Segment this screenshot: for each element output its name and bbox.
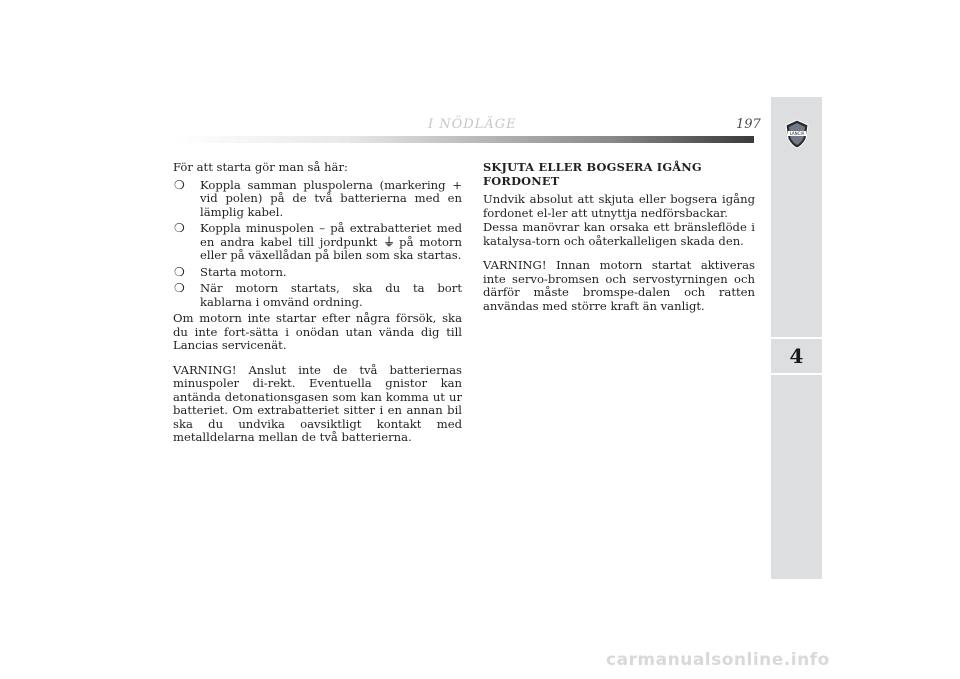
intro-text: För att starta gör man så här: — [173, 160, 348, 174]
section-title: I NÖDLÄGE — [428, 117, 517, 132]
list-item-text: När motorn startats, ska du ta bort kablarna i omvänd ordning. — [200, 281, 462, 309]
list-item — [173, 222, 462, 263]
bullet-icon: ❍ — [174, 264, 185, 279]
bullet-icon: ❍ — [174, 221, 185, 235]
list-item-text: Koppla samman pluspolerna (markering + vid polen) på de två batterierna med en lämplig kabel. — [200, 177, 462, 219]
logo-text: LANCIA — [789, 131, 805, 136]
lancia-logo — [784, 119, 810, 149]
chapter-number: 4 — [789, 344, 804, 368]
list-item-text-cont: på motorn eller på växellådan på bilen som ska startas. — [200, 234, 463, 262]
page-number: 197 — [736, 117, 761, 132]
bullet-icon: ❍ — [174, 281, 185, 295]
push-start-paragraph: Undvik absolut att skjuta eller bogsera igång fordonet el-ler att utnyttja nedförsbackar. — [483, 192, 755, 220]
retry-paragraph: Om motorn inte startar efter några försök, ska du inte fort-sätta i onödan utan vända dig till Lancias servicenät. — [173, 311, 462, 352]
list-item-text: Koppla minuspolen – på extrabatteriet med en andra kabel till jordpunkt — [200, 221, 462, 249]
warning-paragraph: VARNING! Anslut inte de två batteriernas minuspoler di-rekt. Eventuella gnistor kan antända detonationsgasen som kan komma ut ur batteriet. Om extrabatteriet sitter i en annan bil ska du undvika oavsiktligt kontakt med metalldelarna mellan de två batterierna. — [173, 362, 462, 444]
instruction-list — [173, 179, 462, 310]
ground-point-icon: ⏚ — [383, 234, 395, 249]
catalyst-paragraph: Dessa manövrar kan orsaka ett bränsleflöde i katalysa-torn och oåterkalleligen skada den. — [483, 220, 755, 248]
section-heading: SKJUTA ELLER BOGSERA IGÅNG FORDONET — [483, 160, 702, 188]
list-item-text: Starta motorn. — [200, 264, 287, 279]
left-column — [173, 161, 462, 446]
list-item — [173, 179, 462, 220]
servo-warning-paragraph: VARNING! Innan motorn startat aktiveras inte servo-bromsen och servostyrningen och därför måste bromspe-dalen och ratten användas med större kraft än vanligt. — [483, 258, 755, 313]
chapter-tab — [771, 337, 822, 375]
list-item — [173, 266, 462, 280]
header-rule — [173, 136, 754, 143]
list-item — [173, 282, 462, 309]
chapter-sidebar — [771, 97, 822, 579]
watermark: carmanualsonline.info — [606, 650, 830, 670]
bullet-icon: ❍ — [174, 177, 185, 192]
right-column — [483, 161, 755, 314]
